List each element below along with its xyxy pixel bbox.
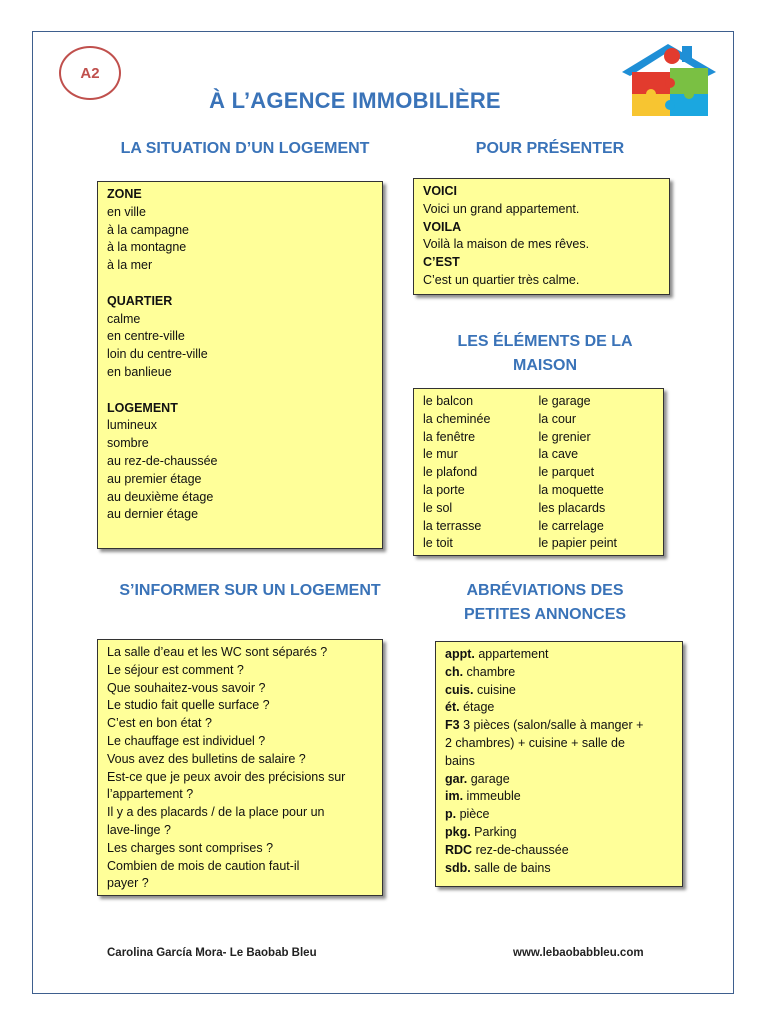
- puzzle-house-icon: [614, 38, 724, 118]
- list-item: le grenier: [538, 429, 591, 444]
- abbreviations-box: [435, 641, 683, 887]
- list-item: au rez-de-chaussée: [107, 453, 218, 468]
- list-item: Que souhaitez-vous savoir ?: [107, 680, 266, 695]
- list-item: la porte: [423, 482, 465, 497]
- list-item: le garage: [538, 394, 591, 408]
- list-item: im. immeuble: [445, 789, 521, 804]
- list-item: la cave: [538, 447, 579, 462]
- list-item: la fenêtre: [423, 429, 476, 444]
- voila-example: Voilà la maison de mes rêves.: [423, 237, 590, 252]
- list-item: en centre-ville: [107, 329, 185, 344]
- voici-example: Voici un grand appartement.: [423, 201, 580, 216]
- list-item: Vous avez des bulletins de salaire ?: [107, 751, 306, 766]
- voici-label: VOICI: [423, 184, 458, 198]
- list-item: F3 3 pièces (salon/salle à manger +: [445, 718, 644, 733]
- list-item: sombre: [107, 436, 149, 451]
- list-item: au dernier étage: [107, 507, 199, 522]
- list-item: bains: [445, 753, 475, 768]
- list-item: appt. appartement: [445, 647, 549, 661]
- list-item: la cheminée: [423, 411, 491, 426]
- list-item: en banlieue: [107, 364, 172, 379]
- list-item: au premier étage: [107, 471, 202, 486]
- list-item: Le studio fait quelle surface ?: [107, 698, 270, 713]
- list-item: le parquet: [538, 465, 595, 480]
- cest-example: C’est un quartier très calme.: [423, 272, 580, 287]
- list-item: pkg. Parking: [445, 824, 517, 839]
- zone-label: ZONE: [107, 187, 142, 201]
- elements-heading-line1: LES ÉLÉMENTS DE LA: [457, 333, 633, 350]
- list-item: ét. étage: [445, 700, 495, 715]
- list-item: Le séjour est comment ?: [107, 662, 244, 677]
- list-item: en ville: [107, 204, 146, 219]
- list-item: gar. garage: [445, 771, 510, 786]
- abbreviations-heading: [420, 579, 670, 627]
- list-item: la cour: [538, 411, 577, 426]
- list-item: calme: [107, 311, 141, 326]
- list-item: Est-ce que je peux avoir des précisions sur: [107, 769, 346, 784]
- quartier-label: QUARTIER: [107, 293, 173, 308]
- list-item: C’est en bon état ?: [107, 716, 212, 731]
- level-badge: [59, 46, 121, 100]
- list-item: RDC rez-de-chaussée: [445, 842, 569, 857]
- list-item: à la campagne: [107, 222, 190, 237]
- list-item: la terrasse: [423, 518, 482, 533]
- presenter-box: [413, 178, 670, 295]
- list-item: le toit: [423, 536, 453, 551]
- list-item: payer ?: [107, 876, 149, 891]
- list-item: à la mer: [107, 258, 153, 273]
- list-item: les placards: [538, 500, 606, 515]
- page-title: À L’AGENCE IMMOBILIÈRE: [209, 88, 501, 113]
- elements-box: [413, 388, 664, 556]
- elements-heading: [420, 330, 670, 378]
- list-item: sdb. salle de bains: [445, 860, 551, 875]
- list-item: le sol: [423, 500, 453, 515]
- presenter-heading: POUR PRÉSENTER: [475, 140, 625, 157]
- list-item: le papier peint: [538, 536, 618, 551]
- elements-heading-line2: MAISON: [513, 357, 577, 374]
- list-item: Combien de mois de caution faut-il: [107, 858, 300, 873]
- logement-label: LOGEMENT: [107, 400, 178, 415]
- footer-website[interactable]: www.lebaobabbleu.com: [513, 947, 644, 959]
- list-item: le plafond: [423, 465, 478, 480]
- list-item: 2 chambres) + cuisine + salle de: [445, 735, 625, 750]
- level-badge-text: A2: [80, 64, 100, 82]
- informer-heading: S’INFORMER SUR UN LOGEMENT: [119, 582, 381, 599]
- list-item: la moquette: [538, 482, 604, 497]
- list-item: le mur: [423, 447, 458, 462]
- list-item: lumineux: [107, 418, 158, 433]
- abbreviations-heading-line2: PETITES ANNONCES: [463, 606, 627, 623]
- cest-label: C’EST: [423, 255, 460, 270]
- voila-label: VOILA: [423, 219, 462, 234]
- list-item: Il y a des placards / de la place pour un: [107, 805, 325, 820]
- list-item: l’appartement ?: [107, 787, 194, 802]
- list-item: Le chauffage est individuel ?: [107, 733, 266, 748]
- elements-column-2: [539, 393, 655, 553]
- informer-box: [97, 639, 383, 896]
- elements-column-1: [423, 393, 539, 553]
- list-item: ch. chambre: [445, 664, 516, 679]
- list-item: p. pièce: [445, 807, 490, 822]
- list-item: lave-linge ?: [107, 822, 171, 837]
- list-item: cuis. cuisine: [445, 682, 516, 697]
- list-item: le carrelage: [538, 518, 604, 533]
- list-item: La salle d’eau et les WC sont séparés ?: [107, 645, 328, 659]
- list-item: Les charges sont comprises ?: [107, 840, 274, 855]
- list-item: le balcon: [423, 394, 474, 408]
- abbreviations-heading-line1: ABRÉVIATIONS DES: [466, 582, 624, 599]
- situation-heading: LA SITUATION D’UN LOGEMENT: [120, 140, 370, 157]
- list-item: loin du centre-ville: [107, 347, 208, 362]
- list-item: au deuxième étage: [107, 489, 214, 504]
- footer-author: Carolina García Mora- Le Baobab Bleu: [107, 947, 317, 959]
- situation-box: [97, 181, 383, 549]
- list-item: à la montagne: [107, 240, 187, 255]
